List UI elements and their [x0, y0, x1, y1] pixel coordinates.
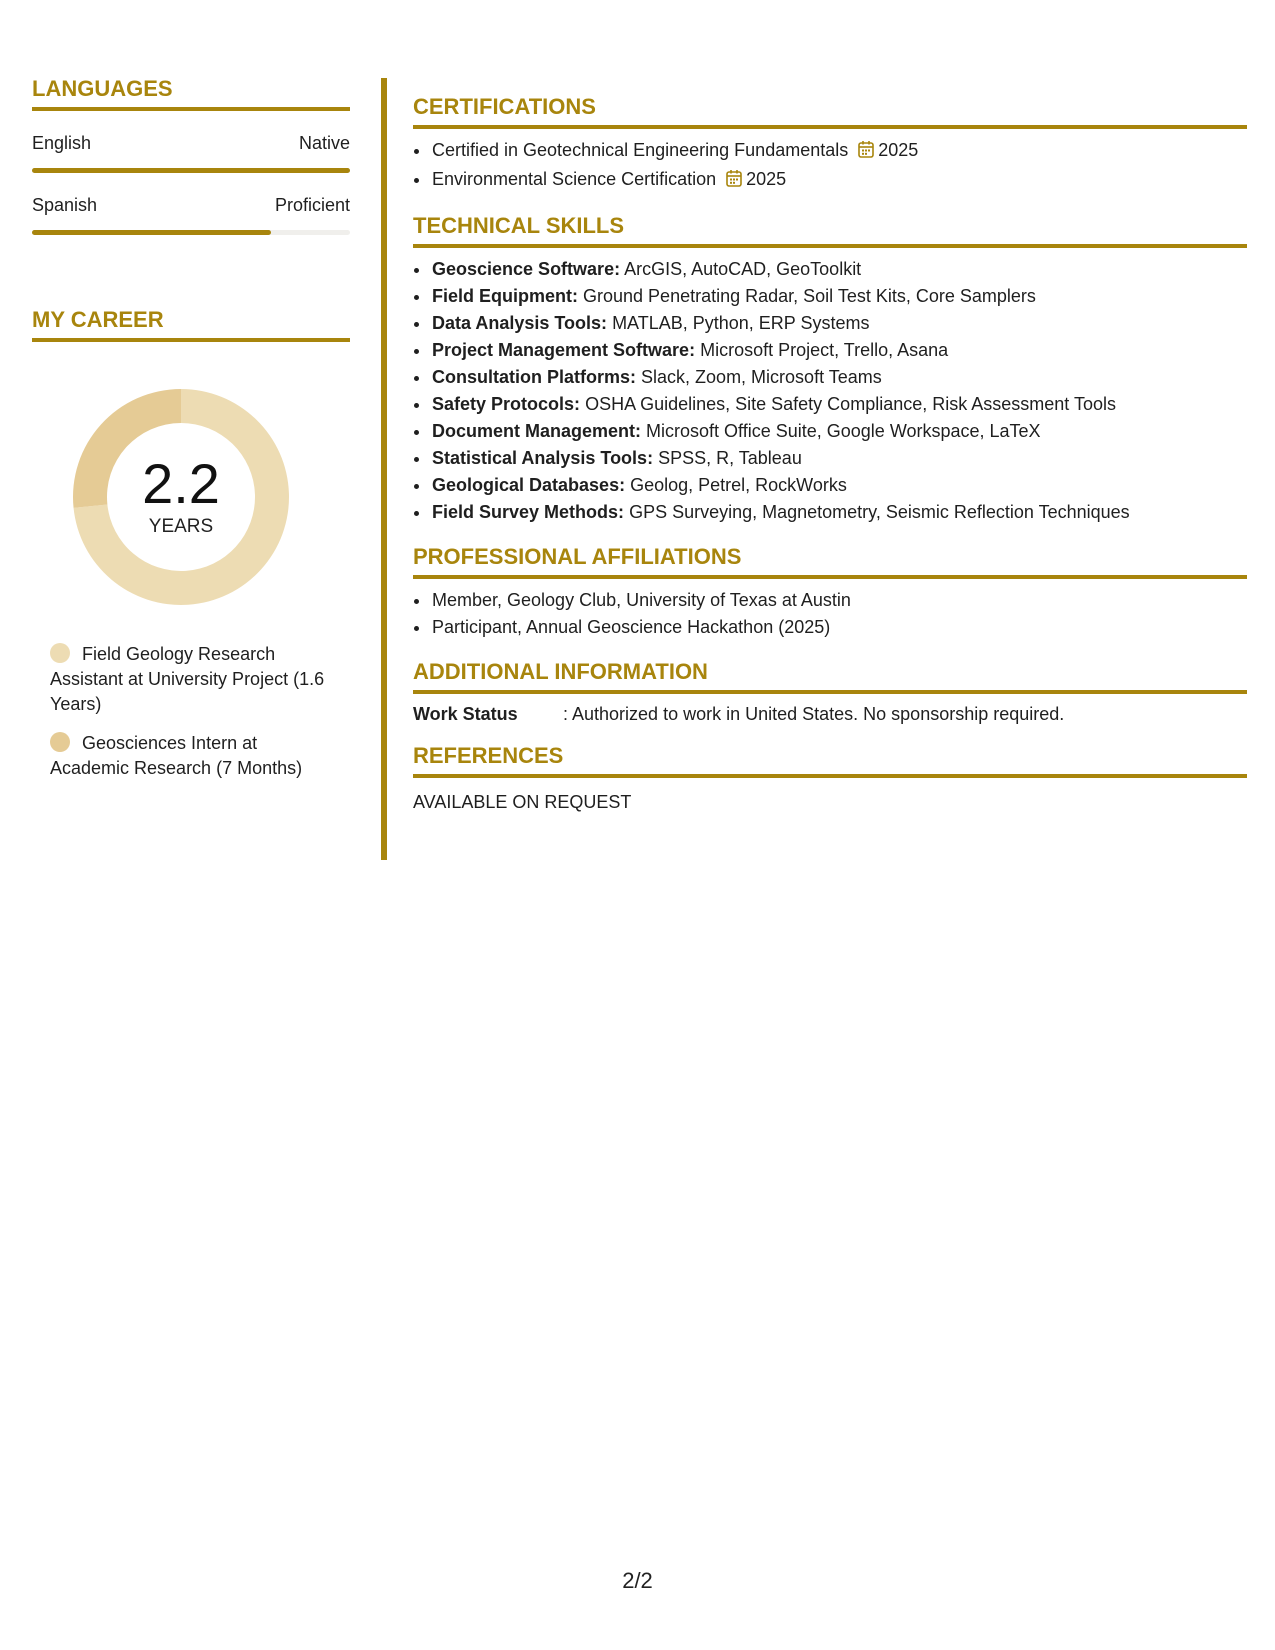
additional-info-heading: ADDITIONAL INFORMATION [413, 659, 1247, 694]
skill-values: Microsoft Office Suite, Google Workspace, LaTeX [646, 421, 1041, 441]
languages-heading: LANGUAGES [32, 76, 350, 111]
technical-skills-list [413, 256, 1247, 526]
skill-item [431, 472, 1247, 499]
career-total-unit: YEARS [148, 516, 214, 537]
references-text: AVAILABLE ON REQUEST [413, 792, 632, 812]
skill-item [431, 364, 1247, 391]
skill-category: Geoscience Software: [432, 259, 621, 279]
legend-label: Field Geology Research Assistant at University Project (1.6 Years) [50, 644, 325, 714]
certification-name: Environmental Science Certification [432, 169, 717, 189]
legend-item [50, 642, 340, 717]
skill-values: Ground Penetrating Radar, Soil Test Kits, Core Samplers [583, 286, 1036, 306]
affiliations-heading: PROFESSIONAL AFFILIATIONS [413, 544, 1247, 579]
legend-label: Geosciences Intern at Academic Research (7 Months) [50, 733, 303, 778]
language-name: Spanish [32, 195, 98, 215]
language-level-bar [32, 168, 350, 173]
legend-dot [50, 643, 70, 663]
certification-item [431, 137, 1247, 166]
skill-item [431, 337, 1247, 364]
skill-category: Project Management Software: [432, 340, 696, 360]
legend-item [50, 731, 340, 781]
skill-values: SPSS, R, Tableau [658, 448, 802, 468]
references-heading: REFERENCES [413, 743, 1247, 778]
career-legend [50, 642, 340, 781]
skill-item [431, 445, 1247, 472]
certifications-list [413, 137, 1247, 195]
skill-item [431, 310, 1247, 337]
skill-category: Field Equipment: [432, 286, 578, 306]
skill-category: Geological Databases: [432, 475, 626, 495]
calendar-icon [726, 168, 742, 195]
skill-category: Document Management: [432, 421, 642, 441]
left-column [32, 76, 350, 795]
skill-item [431, 283, 1247, 310]
affiliation-item: • Member, Geology Club, University of Texas at Austin [431, 587, 1247, 614]
certification-item [431, 166, 1247, 195]
skill-category: Statistical Analysis Tools: [432, 448, 654, 468]
language-level: Native [298, 133, 350, 153]
column-divider [381, 78, 387, 860]
work-status-label: Work Status [413, 704, 518, 724]
skill-item [431, 418, 1247, 445]
affiliation-item: • Participant, Annual Geoscience Hackathon (2025) [431, 614, 1247, 641]
certifications-heading: CERTIFICATIONS [413, 94, 1247, 129]
certification-name: Certified in Geotechnical Engineering Fundamentals [432, 140, 849, 160]
skill-category: Field Survey Methods: [432, 502, 625, 522]
calendar-icon [858, 139, 874, 166]
skill-item [431, 499, 1247, 526]
language-level: Proficient [274, 195, 350, 215]
right-column [413, 76, 1247, 813]
career-total-value: 2.2 [142, 452, 220, 515]
language-item [32, 133, 350, 173]
certification-year: 2025 [878, 140, 919, 160]
skill-values: Slack, Zoom, Microsoft Teams [641, 367, 882, 387]
skill-values: ArcGIS, AutoCAD, GeoToolkit [624, 259, 862, 279]
skill-category: Consultation Platforms: [432, 367, 637, 387]
skill-item [431, 391, 1247, 418]
affiliations-list [413, 587, 1247, 641]
skill-category: Data Analysis Tools: [432, 313, 608, 333]
career-donut-chart [66, 382, 296, 612]
language-item [32, 195, 350, 235]
language-level-bar-fill [32, 230, 271, 235]
skill-values: OSHA Guidelines, Site Safety Compliance, Risk Assessment Tools [585, 394, 1116, 414]
skill-category: Safety Protocols: [432, 394, 581, 414]
page-number: 2/2 [622, 1568, 653, 1593]
skill-values: Microsoft Project, Trello, Asana [700, 340, 949, 360]
language-level-bar [32, 230, 350, 235]
skill-values: MATLAB, Python, ERP Systems [612, 313, 870, 333]
work-status-value: : Authorized to work in United States. No sponsorship required. [563, 704, 1065, 724]
certification-year: 2025 [746, 169, 787, 189]
technical-skills-heading: TECHNICAL SKILLS [413, 213, 1247, 248]
skill-values: GPS Surveying, Magnetometry, Seismic Reflection Techniques [629, 502, 1130, 522]
skill-values: Geolog, Petrel, RockWorks [630, 475, 847, 495]
skill-item [431, 256, 1247, 283]
career-heading: MY CAREER [32, 307, 350, 342]
language-level-bar-fill [32, 168, 350, 173]
legend-dot [50, 732, 70, 752]
language-name: English [32, 133, 92, 153]
work-status-row [413, 704, 1247, 725]
